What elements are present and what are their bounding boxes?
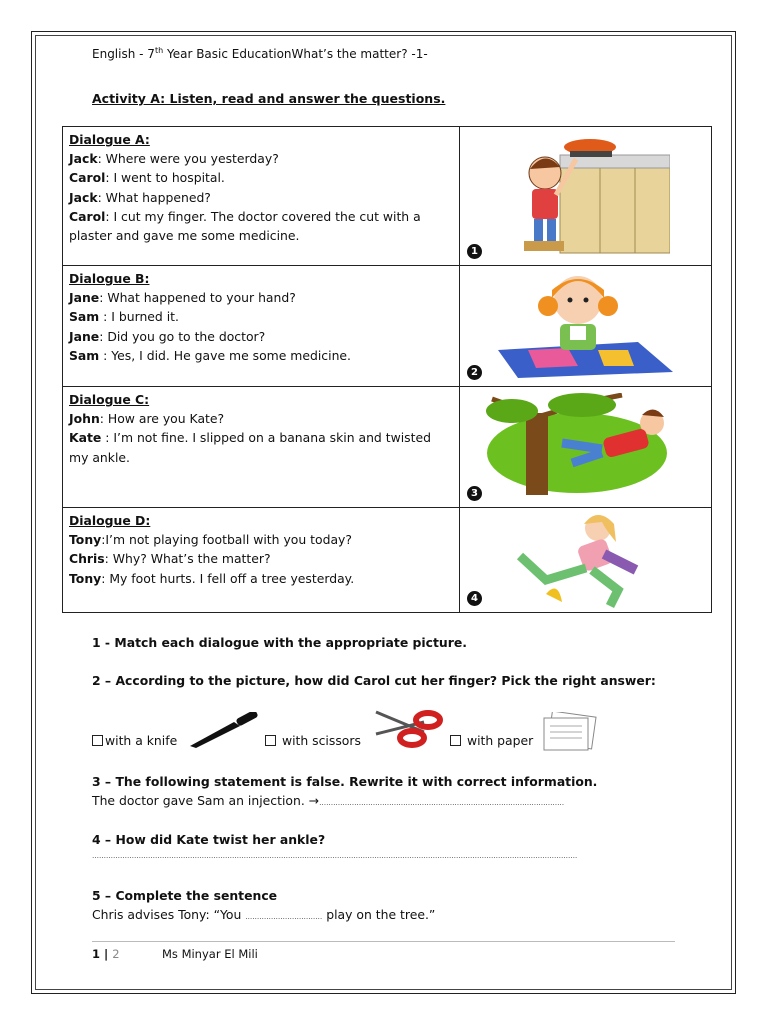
- girl-with-scissors-illustration: [488, 270, 678, 382]
- question-5: 5 – Complete the sentence: [92, 888, 278, 903]
- picture-number-3: 3: [467, 486, 482, 501]
- question-4: 4 – How did Kate twist her ankle?: [92, 832, 326, 847]
- girl-slipping-banana-illustration: [506, 510, 666, 610]
- option-paper[interactable]: with paper: [450, 733, 533, 748]
- picture-number-1: 1: [467, 244, 482, 259]
- dialogue-title: Dialogue B:: [69, 271, 150, 286]
- picture-number-2: 2: [467, 365, 482, 380]
- answer-blank-3[interactable]: ……………………………………………………………………………………………: [319, 799, 565, 807]
- dialogue-title: Dialogue D:: [69, 513, 151, 528]
- dialogue-d: Dialogue D: Tony:I’m not playing football with you today? Chris: Why? What’s the matter? Tony: My foot hurts. I fell off a tree yesterday.: [63, 508, 460, 613]
- question-2: 2 – According to the picture, how did Carol cut her finger? Pick the right answer:: [92, 673, 656, 688]
- option-scissors[interactable]: with scissors: [265, 733, 361, 748]
- dialogue-title: Dialogue C:: [69, 392, 150, 407]
- checkbox-knife[interactable]: [92, 735, 103, 746]
- question-3-statement: The doctor gave Sam an injection. →……………………………………………………………………………………………: [92, 793, 565, 808]
- knife-icon: [186, 712, 260, 748]
- picture-2-girl-scissors: [460, 266, 712, 387]
- option-knife[interactable]: with a knife: [92, 733, 177, 748]
- picture-3-girl-falling-tree: [460, 387, 712, 508]
- checkbox-scissors[interactable]: [265, 735, 276, 746]
- dialogue-a: Dialogue A: Jack: Where were you yesterday? Carol: I went to hospital. Jack: What happened? Carol: I cut my finger. The doctor covered the cut with a plaster and gave me some medicine.: [63, 127, 460, 266]
- boy-at-stove-illustration: [490, 133, 670, 258]
- picture-number-4: 4: [467, 591, 482, 606]
- activity-title: Activity A: Listen, read and answer the questions.: [92, 91, 446, 106]
- picture-4-girl-slipping: [460, 508, 712, 613]
- answer-blank-4[interactable]: ……………………………………………………………………………………………………………………………………………………………………………………….: [92, 852, 578, 860]
- dialogue-title: Dialogue A:: [69, 132, 150, 147]
- dialogue-c: Dialogue C: John: How are you Kate? Kate : I’m not fine. I slipped on a banana skin and twisted my ankle.: [63, 387, 460, 508]
- answer-blank-5[interactable]: ……………………………: [245, 913, 323, 921]
- question-5-sentence: Chris advises Tony: “You …………………………… play on the tree.”: [92, 907, 436, 922]
- girl-fell-off-tree-illustration: [482, 393, 687, 503]
- footer-rule: [92, 941, 675, 942]
- question-3: 3 – The following statement is false. Rewrite it with correct information.: [92, 774, 598, 789]
- arrow-icon: →: [308, 793, 320, 808]
- dialogue-table: [62, 126, 712, 613]
- paper-icon: [538, 712, 606, 752]
- picture-1-boy-stove: [460, 127, 712, 266]
- page-header: English - 7th Year Basic EducationWhat’s the matter? -1-: [92, 46, 428, 61]
- author-name: Ms Minyar El Mili: [162, 947, 258, 961]
- question-1: 1 - Match each dialogue with the appropriate picture.: [92, 635, 467, 650]
- dialogue-b: Dialogue B: Jane: What happened to your hand? Sam : I burned it. Jane: Did you go to the doctor? Sam : Yes, I did. He gave me some medicine.: [63, 266, 460, 387]
- scissors-icon: [372, 708, 450, 750]
- page-number: 1 | 2: [92, 947, 120, 961]
- checkbox-paper[interactable]: [450, 735, 461, 746]
